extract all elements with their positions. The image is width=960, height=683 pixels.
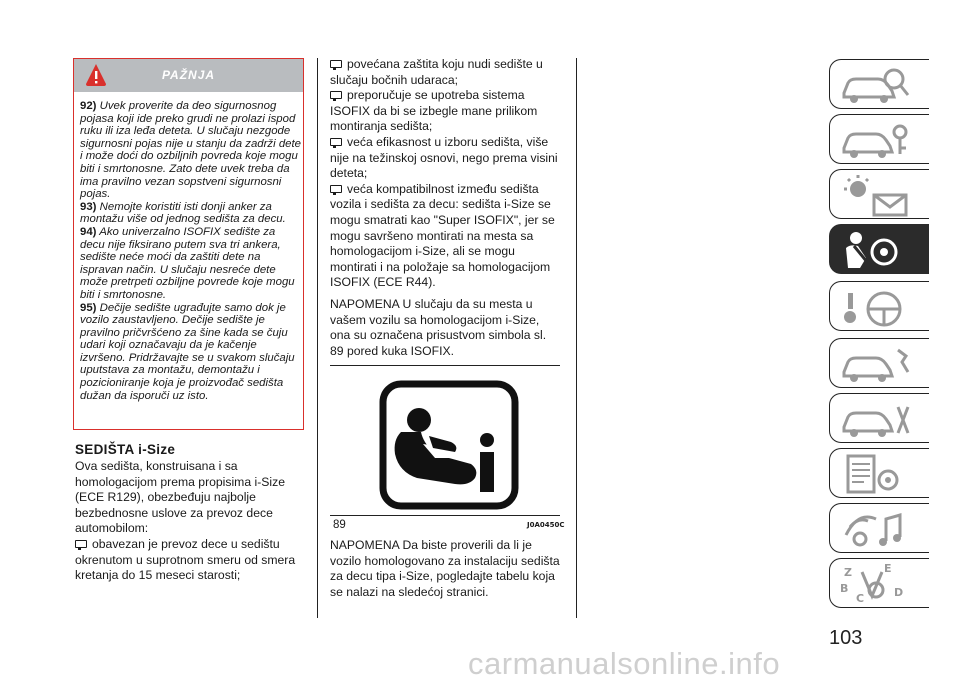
index-letters-icon xyxy=(838,562,918,606)
multimedia-icon xyxy=(838,507,918,551)
tab-index[interactable] xyxy=(829,558,929,608)
bullet-item: preporučuje se upotreba sistema ISOFIX da bi se izbegle mane prilikom montiranja sedišta; xyxy=(330,88,538,134)
warning-item xyxy=(80,226,302,302)
svg-text:Z: Z xyxy=(844,566,852,579)
item-number: 93) xyxy=(80,200,97,213)
bullet-icon xyxy=(330,60,342,68)
emergency-car-icon xyxy=(838,342,918,386)
svg-text:D: D xyxy=(894,586,904,599)
section-intro: Ova sedišta, konstruisana i sa homologacijom prema propisima i-Size (ECE R129), obezbeđuju najbolje bezbednosne uslove za prevoz dece automobilom: xyxy=(75,459,285,536)
warning-title: PAŽNJA xyxy=(161,68,216,82)
svg-text:C: C xyxy=(856,592,865,605)
item-text: Nemojte koristiti isti donji anker za montažu više od jednog sedišta za decu. xyxy=(80,200,286,226)
maintenance-tools-icon xyxy=(838,397,918,441)
bullet-icon xyxy=(75,540,87,548)
svg-text:B: B xyxy=(840,582,849,595)
technical-data-icon xyxy=(838,452,918,496)
item-text: Dečije sedište ugrađujte samo dok je vozilo zaustavljeno. Dečije sedište je pravilno pričvršćeno za šine kada se čuju udari koji označavaju da je kačenje izvršeno. Pridržavajte se u svakom slučaju uputstava za montažu, demontažu i pozicioniranje koja je proizvođač sedišta dužan da isporuči uz isto. xyxy=(80,301,295,402)
bullet-item: povećana zaštita koju nudi sedište u slučaju bočnih udaraca; xyxy=(330,57,543,87)
bullet-icon xyxy=(330,138,342,146)
tab-steering[interactable] xyxy=(829,281,929,331)
bullet-item: veća efikasnost u izboru sedišta, više nije na težinskoj osnovi, nego prema visini deteta; xyxy=(330,134,558,181)
tab-dashboard[interactable] xyxy=(829,59,929,109)
item-number: 94) xyxy=(80,225,97,238)
figure-top-rule xyxy=(330,365,560,366)
i-size-seat-icon xyxy=(379,380,519,510)
tab-multimedia[interactable] xyxy=(829,503,929,553)
tab-safety[interactable] xyxy=(829,224,929,274)
page-number: 103 xyxy=(829,627,863,649)
tab-lights-message[interactable] xyxy=(829,169,929,219)
lights-message-icon xyxy=(838,173,918,217)
car-key-icon xyxy=(838,118,918,162)
warning-body xyxy=(80,100,302,402)
bullet-item: veća kompatibilnost između sedišta vozila i sedišta za decu: sedišta i-Size se mogu smatrati kao "Super ISOFIX", jer se mogu savršeno montirati na mesta sa homologacijom i-Size, ali se mogu montirati i na položaje sa homologacijom ISOFIX (ECE R44). xyxy=(330,181,555,290)
bullet-icon xyxy=(330,91,342,99)
tab-car-key[interactable] xyxy=(829,114,929,164)
item-text: Ako univerzalno ISOFIX sedište za decu nije fiksirano putem sva tri ankera, sedište neće moći da zaštiti dete na ispravan način. U slučaju nesreće dete može pretrpeti ozbiljne povrede koje mogu biti i smrtonosne. xyxy=(80,225,295,301)
column-divider-right xyxy=(576,58,577,618)
bullet-item: obavezan je prevoz dece u sedištu okrenutom u suprotnom smeru od smera kretanja do 15 meseci starosti; xyxy=(75,536,296,583)
tab-technical-data[interactable] xyxy=(829,448,929,498)
item-text: Uvek proverite da deo sigurnosnog pojasa koji ide preko grudi ne prolazi ispod ruku ili iza leđa deteta. U slučaju nezgode sigurnosni pojas nije u stanju da zadrži dete i može doći do ozbiljnih povreda koje mogu biti i smrtonosne. Zato dete uvek treba da ima pravilno vezan sopstveni sigurnosni pojas. xyxy=(80,100,301,201)
left-column-text xyxy=(75,459,305,590)
column-divider xyxy=(317,58,318,618)
tab-emergency[interactable] xyxy=(829,338,929,388)
figure-number: 89 xyxy=(333,519,346,531)
figure-code: J0A0450C xyxy=(527,521,565,529)
warning-item xyxy=(80,201,302,226)
bullet-icon xyxy=(330,185,342,193)
note-text-2: NAPOMENA Da biste proverili da li je vozilo homologovano za instalaciju sedišta za decu tipa i-Size, pogledajte tabelu koja se nalazi na sledećoj stranici. xyxy=(330,538,560,599)
warning-header xyxy=(74,59,303,92)
item-number: 92) xyxy=(80,100,97,112)
warning-item xyxy=(80,100,302,201)
steering-wheel-icon xyxy=(838,285,918,329)
tab-maintenance[interactable] xyxy=(829,393,929,443)
svg-text:E: E xyxy=(884,562,892,575)
safety-airbag-icon xyxy=(838,228,918,272)
middle-column-text xyxy=(330,57,562,365)
watermark: carmanualsonline.info xyxy=(468,646,781,681)
dashboard-car-icon xyxy=(838,63,918,107)
warning-item xyxy=(80,302,302,403)
item-number: 95) xyxy=(80,301,97,314)
figure-bottom-rule xyxy=(330,515,560,516)
section-title: SEDIŠTA i-Size xyxy=(75,442,176,457)
note-text: NAPOMENA U slučaju da su mesta u vašem vozilu sa homologacijom i-Size, ona su označena prisustvom simbola sl. 89 pored kuka ISOFIX. xyxy=(330,296,547,358)
